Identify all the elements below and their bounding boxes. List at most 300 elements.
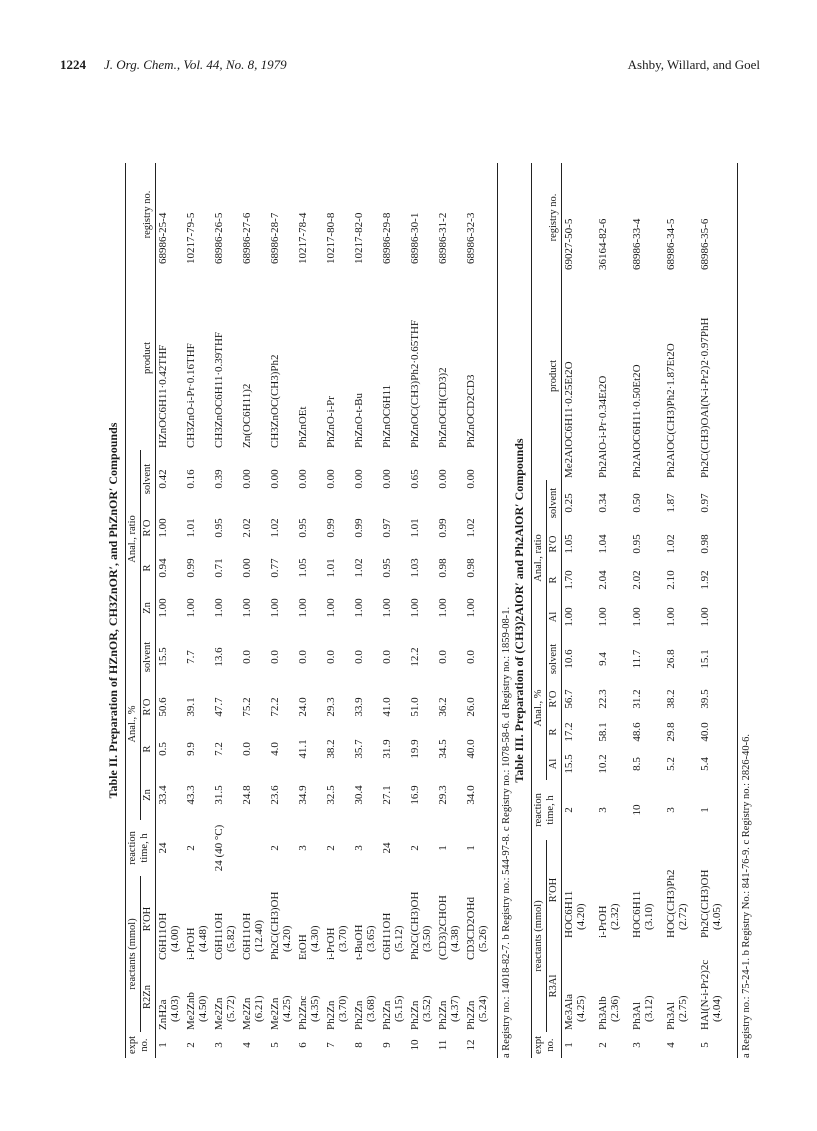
cell-r-ratio: [665, 562, 698, 598]
cell-r2zn-value: Me2Znb: [185, 992, 197, 1030]
cell-time-value: 1: [437, 845, 449, 851]
cell-r-ratio: [297, 548, 324, 588]
cell-product-value: PhZnOC6H11: [381, 384, 393, 448]
cell-ro-ratio: [699, 526, 732, 562]
cell-product-value: PhZnOCH(CD3)2: [437, 367, 449, 448]
cell-r-ratio-value: 2.04: [597, 570, 609, 590]
cell-roh: [631, 840, 664, 940]
cell-solvent: [631, 636, 664, 682]
cell-al-ratio: [563, 598, 596, 636]
cell-roh-mmol: (4.00): [169, 925, 181, 952]
cell-registry: [157, 163, 184, 266]
table-row: [698, 163, 732, 1058]
cell-r-ratio: [213, 548, 240, 588]
cell-r2zn: [353, 962, 380, 1032]
cell-ro-value: 72.2: [269, 697, 281, 717]
cell-product-value: CH3ZnOC(CH3)Ph2: [269, 354, 281, 448]
cell-expt-value: 5: [699, 1042, 711, 1048]
col-zn-ratio: Zn: [142, 602, 153, 614]
cell-ro: [597, 682, 630, 716]
cell-ro-ratio: [381, 508, 408, 548]
cell-al: [597, 748, 630, 780]
cell-ro-ratio: [157, 508, 184, 548]
cell-r2zn-value: Ph2Zn: [353, 1000, 365, 1030]
cell-product-value: PhZnOEt: [297, 406, 309, 448]
cell-r-value: 40.0: [699, 722, 711, 742]
cell-r-ratio-value: 0.77: [269, 558, 281, 578]
cell-expt-value: 4: [665, 1042, 677, 1048]
cell-r2zn: [297, 962, 324, 1032]
cell-expt: [631, 1032, 664, 1058]
cell-roh-mmol: (4.38): [449, 925, 461, 952]
cell-r-ratio: [269, 548, 296, 588]
cell-registry-value: 68986-26-5: [213, 212, 225, 264]
cell-al-value: 5.2: [665, 757, 677, 771]
cell-expt-value: 3: [213, 1042, 225, 1048]
cell-roh-mmol: (12.40): [253, 919, 265, 952]
col-expt: expt no.: [127, 1035, 150, 1055]
cell-ro-ratio: [213, 508, 240, 548]
col-zn: Zn: [142, 789, 153, 801]
cell-registry-value: 68986-27-6: [241, 212, 253, 264]
cell-solvent-value: 12.2: [409, 647, 421, 667]
cell-registry-value: 68986-25-4: [157, 212, 169, 264]
cell-product: [157, 266, 184, 450]
cell-r-value: 40.0: [465, 739, 477, 759]
cell-solvent-ratio-value: 0.00: [437, 469, 449, 489]
cell-time-value: 1: [465, 845, 477, 851]
cell-r2zn: [269, 962, 296, 1032]
cell-r3al-value: Ph3Al: [665, 1001, 677, 1030]
cell-time: [269, 820, 296, 876]
table-3-body: [562, 163, 732, 1058]
cell-roh-value: C6H11OH: [213, 912, 225, 960]
cell-product: [297, 266, 324, 450]
cell-product: [665, 272, 698, 480]
cell-registry: [631, 163, 664, 272]
cell-ro-ratio: [631, 526, 664, 562]
cell-registry-value: 10217-79-5: [185, 212, 197, 264]
cell-expt-value: 1: [563, 1042, 575, 1048]
cell-ro-ratio-value: 0.95: [631, 534, 643, 554]
cell-solvent-ratio-value: 0.97: [699, 493, 711, 513]
col-anal-pct: Anal., %: [532, 636, 547, 780]
cell-time-value: 24: [381, 842, 393, 854]
cell-product: [631, 272, 664, 480]
cell-zn-ratio: [185, 588, 212, 628]
cell-al-ratio: [597, 598, 630, 636]
cell-al: [563, 748, 596, 780]
table-row: [464, 163, 492, 1058]
cell-ro-ratio: [353, 508, 380, 548]
cell-roh-mmol: (4.20): [281, 925, 293, 952]
cell-registry-value: 68986-31-2: [437, 212, 449, 264]
cell-roh-mmol: (4.30): [309, 925, 321, 952]
cell-roh-mmol: (5.26): [477, 925, 489, 952]
cell-al: [631, 748, 664, 780]
cell-expt: [213, 1032, 240, 1058]
cell-ro-ratio-value: 0.99: [437, 518, 449, 538]
cell-expt-value: 12: [465, 1039, 477, 1051]
cell-ro: [563, 682, 596, 716]
cell-solvent-value: 0.0: [353, 650, 365, 664]
cell-product-value: Ph2C(CH3)OAl(N-i-Pr2)2·0.97PhH: [699, 317, 711, 478]
cell-expt: [437, 1032, 464, 1058]
cell-solvent: [325, 628, 352, 686]
cell-r2zn-mmol: (4.50): [197, 995, 209, 1022]
cell-r: [157, 728, 184, 770]
cell-solvent: [381, 628, 408, 686]
cell-time-value: 10: [631, 804, 643, 816]
cell-product: [465, 266, 492, 450]
cell-ro: [241, 686, 268, 728]
cell-al-ratio-value: 1.00: [563, 607, 575, 627]
cell-product: [213, 266, 240, 450]
cell-ro-ratio-value: 0.98: [699, 534, 711, 554]
cell-roh-mmol: (3.65): [365, 925, 377, 952]
cell-solvent-value: 11.7: [631, 649, 643, 669]
cell-time-value: 3: [353, 845, 365, 851]
col-ro-ratio: R′O: [548, 535, 559, 553]
cell-solvent-ratio: [185, 450, 212, 508]
cell-time-value: 2: [563, 807, 575, 813]
cell-roh-value: C6H11OH: [157, 912, 169, 960]
cell-solvent-ratio-value: 0.42: [157, 469, 169, 489]
cell-r2zn: [185, 962, 212, 1032]
cell-ro-value: 36.2: [437, 697, 449, 717]
table-2-footnote: a Registry no.: 14018-82-7. b Registry no.: 544-97-8. c Registry no.: 1078-58-6. d Registry no.: 1859-08-1.: [497, 163, 512, 1058]
cell-roh-mmol: (4.20): [575, 903, 587, 930]
cell-time-value: 2: [185, 845, 197, 851]
cell-r: [185, 728, 212, 770]
cell-r-ratio-value: 2.10: [665, 570, 677, 590]
cell-r2zn-value: Ph2Zn: [325, 1000, 337, 1030]
cell-roh-mmol: (5.82): [225, 925, 237, 952]
cell-r-ratio-value: 1.70: [563, 570, 575, 590]
table-row: [156, 163, 184, 1058]
cell-roh: [185, 876, 212, 962]
cell-time-value: 24: [157, 842, 169, 854]
cell-ro-value: 38.2: [665, 689, 677, 709]
cell-expt: [563, 1032, 596, 1058]
table-3-header: [532, 163, 562, 1058]
cell-r-value: 0.0: [241, 742, 253, 756]
cell-r2zn-value: Ph2Zn: [409, 1000, 421, 1030]
cell-zn-value: 29.3: [437, 785, 449, 805]
cell-solvent-ratio-value: 0.00: [269, 469, 281, 489]
col-reactants: reactants (mmol): [532, 840, 547, 1032]
cell-ro: [409, 686, 436, 728]
cell-expt: [157, 1032, 184, 1058]
cell-ro: [185, 686, 212, 728]
cell-solvent: [157, 628, 184, 686]
cell-time: [353, 820, 380, 876]
cell-r3al-mmol: (4.25): [575, 995, 587, 1022]
cell-time-value: 2: [325, 845, 337, 851]
cell-zn: [437, 770, 464, 820]
cell-r-value: 17.2: [563, 722, 575, 742]
cell-r-ratio: [631, 562, 664, 598]
cell-registry: [213, 163, 240, 266]
cell-ro: [297, 686, 324, 728]
cell-r2zn-mmol: (3.68): [365, 995, 377, 1022]
cell-r3al: [631, 940, 664, 1032]
cell-roh: [665, 840, 698, 940]
cell-roh-mmol: (2.72): [677, 903, 689, 930]
cell-ro-ratio: [437, 508, 464, 548]
table-row: [408, 163, 436, 1058]
cell-r2zn-mmol: (3.70): [337, 995, 349, 1022]
table-3-footnote: a Registry no.: 75-24-1. b Registry No.: 841-76-9. c Registry no.: 2826-40-6.: [737, 163, 752, 1058]
cell-zn: [157, 770, 184, 820]
cell-ro-ratio-value: 1.02: [665, 534, 677, 554]
col-anal-pct: Anal., %: [126, 628, 141, 820]
cell-ro-ratio-value: 1.02: [465, 518, 477, 538]
cell-registry-value: 68986-34-5: [665, 218, 677, 270]
cell-roh-value: t-BuOH: [353, 924, 365, 960]
cell-r-value: 4.0: [269, 742, 281, 756]
cell-expt-value: 7: [325, 1042, 337, 1048]
cell-ro: [465, 686, 492, 728]
cell-r-ratio: [353, 548, 380, 588]
cell-zn-ratio-value: 1.00: [409, 598, 421, 618]
cell-ro-ratio-value: 0.95: [213, 518, 225, 538]
cell-r3al: [597, 940, 630, 1032]
cell-time: [665, 780, 698, 840]
cell-r-value: 41.1: [297, 739, 309, 759]
cell-al-ratio-value: 1.00: [631, 607, 643, 627]
cell-registry-value: 68986-32-3: [465, 212, 477, 264]
cell-ro-ratio: [325, 508, 352, 548]
cell-zn-value: 27.1: [381, 785, 393, 805]
cell-expt-value: 9: [381, 1042, 393, 1048]
cell-solvent-ratio-value: 0.00: [353, 469, 365, 489]
cell-solvent-ratio: [297, 450, 324, 508]
cell-registry: [269, 163, 296, 266]
cell-product-value: PhZnO-i-Pr: [325, 396, 337, 448]
col-r-ratio: R: [142, 564, 153, 572]
cell-roh-mmol: (3.70): [337, 925, 349, 952]
cell-r-value: 9.9: [185, 742, 197, 756]
cell-r2zn-mmol: (4.37): [449, 995, 461, 1022]
cell-solvent-value: 0.0: [297, 650, 309, 664]
cell-ro-value: 29.3: [325, 697, 337, 717]
cell-solvent-value: 13.6: [213, 647, 225, 667]
cell-solvent: [465, 628, 492, 686]
cell-registry: [665, 163, 698, 272]
cell-zn-ratio: [409, 588, 436, 628]
col-solvent: solvent: [142, 641, 153, 673]
cell-expt: [353, 1032, 380, 1058]
col-r: R: [142, 745, 153, 753]
cell-product: [563, 272, 596, 480]
cell-r-ratio-value: 2.02: [631, 570, 643, 590]
cell-zn-value: 34.0: [465, 785, 477, 805]
cell-solvent-ratio: [597, 480, 630, 526]
cell-r2zn-mmol: (4.03): [169, 995, 181, 1022]
cell-roh: [563, 840, 596, 940]
cell-roh-value: Ph2C(CH3)OH: [409, 891, 421, 960]
cell-r2zn-value: Me2Zn: [213, 997, 225, 1030]
cell-registry: [597, 163, 630, 272]
cell-product-value: HZnOC6H11·0.42THF: [157, 344, 169, 448]
cell-ro-value: 75.2: [241, 697, 253, 717]
table-2-body: [156, 163, 492, 1058]
cell-roh: [381, 876, 408, 962]
cell-solvent-ratio-value: 0.50: [631, 493, 643, 513]
cell-solvent-value: 0.0: [381, 650, 393, 664]
cell-roh: [213, 876, 240, 962]
cell-r2zn-mmol: (5.15): [393, 995, 405, 1022]
cell-r2zn: [409, 962, 436, 1032]
cell-r-ratio-value: 1.02: [353, 558, 365, 578]
cell-zn-ratio: [241, 588, 268, 628]
cell-ro-value: 33.9: [353, 697, 365, 717]
cell-zn-ratio-value: 1.00: [213, 598, 225, 618]
cell-r3al-value: HAl(N-i-Pr2)2c: [699, 959, 711, 1030]
col-ro: R′O: [142, 698, 153, 716]
table-2: [106, 163, 512, 1058]
cell-ro-ratio-value: 1.02: [269, 518, 281, 538]
cell-zn-ratio-value: 1.00: [185, 598, 197, 618]
cell-r-value: 19.9: [409, 739, 421, 759]
cell-roh: [409, 876, 436, 962]
cell-r2zn: [325, 962, 352, 1032]
cell-product: [185, 266, 212, 450]
cell-r-value: 31.9: [381, 739, 393, 759]
col-roh: R′OH: [548, 877, 559, 903]
cell-solvent: [269, 628, 296, 686]
cell-r-value: 48.6: [631, 722, 643, 742]
cell-expt-value: 3: [631, 1042, 643, 1048]
col-r-ratio: R: [548, 576, 559, 584]
cell-r: [409, 728, 436, 770]
cell-r-ratio: [597, 562, 630, 598]
table-2-caption: Table II. Preparation of HZnOR, CH3ZnOR′, and PhZnOR′ Compounds: [106, 422, 120, 799]
cell-zn-ratio-value: 1.00: [297, 598, 309, 618]
col-product: product: [142, 341, 153, 375]
table-row: [562, 163, 596, 1058]
cell-r3al-mmol: (2.36): [609, 995, 621, 1022]
cell-registry: [297, 163, 324, 266]
cell-time-value: 3: [597, 807, 609, 813]
cell-solvent-ratio-value: 0.25: [563, 493, 575, 513]
cell-r: [213, 728, 240, 770]
cell-al-ratio-value: 1.00: [665, 607, 677, 627]
cell-solvent-ratio-value: 0.00: [381, 469, 393, 489]
col-al-ratio: Al: [548, 611, 559, 623]
cell-time: [381, 820, 408, 876]
cell-roh-value: i-PrOH: [597, 905, 609, 938]
cell-registry: [353, 163, 380, 266]
cell-time-value: 2: [269, 845, 281, 851]
cell-zn-value: 23.6: [269, 785, 281, 805]
cell-solvent: [185, 628, 212, 686]
cell-ro-ratio: [409, 508, 436, 548]
cell-expt: [325, 1032, 352, 1058]
cell-solvent-ratio: [157, 450, 184, 508]
cell-product: [381, 266, 408, 450]
cell-ro: [631, 682, 664, 716]
cell-zn-ratio: [297, 588, 324, 628]
cell-r-ratio-value: 0.94: [157, 558, 169, 578]
cell-registry-value: 68986-33-4: [631, 218, 643, 270]
cell-time: [631, 780, 664, 840]
cell-solvent-value: 15.5: [157, 647, 169, 667]
cell-r: [563, 716, 596, 748]
cell-r-ratio: [185, 548, 212, 588]
cell-solvent-ratio: [213, 450, 240, 508]
cell-zn-ratio: [213, 588, 240, 628]
cell-expt: [597, 1032, 630, 1058]
cell-r: [297, 728, 324, 770]
cell-product-value: PhZnOCD2CD3: [465, 374, 477, 448]
cell-product-value: PhZnO-t-Bu: [353, 393, 365, 448]
cell-r2zn-mmol: (5.24): [477, 995, 489, 1022]
cell-r2zn-mmol: (3.52): [421, 995, 433, 1022]
col-registry: registry no.: [142, 190, 153, 239]
cell-product: [325, 266, 352, 450]
cell-roh: [353, 876, 380, 962]
cell-r2zn-value: Me2Zn: [269, 997, 281, 1030]
cell-solvent: [597, 636, 630, 682]
cell-zn: [213, 770, 240, 820]
cell-zn-value: 16.9: [409, 785, 421, 805]
cell-registry-value: 36164-82-6: [597, 218, 609, 270]
cell-roh-value: EtOH: [297, 934, 309, 960]
cell-solvent-value: 0.0: [241, 650, 253, 664]
cell-r3al-value: Me3Ala: [563, 993, 575, 1030]
col-ro: R′O: [548, 690, 559, 708]
cell-solvent-ratio-value: 0.00: [325, 469, 337, 489]
cell-product-value: Ph2AlOC(CH3)Ph2·1.87Et2O: [665, 343, 677, 478]
cell-zn-value: 34.9: [297, 785, 309, 805]
cell-roh-value: Ph2C(CH3)OH: [269, 891, 281, 960]
cell-r3al: [563, 940, 596, 1032]
cell-registry-value: 68986-35-6: [699, 218, 711, 270]
cell-roh-value: C6H11OH: [381, 912, 393, 960]
cell-r: [699, 716, 732, 748]
cell-r-ratio-value: 0.98: [437, 558, 449, 578]
col-ro-ratio: R′O: [142, 519, 153, 537]
cell-zn-value: 43.3: [185, 785, 197, 805]
cell-al: [665, 748, 698, 780]
cell-ro-value: 50.6: [157, 697, 169, 717]
cell-ro-value: 24.0: [297, 697, 309, 717]
cell-r2zn-value: Ph2Zn: [437, 1000, 449, 1030]
cell-al: [699, 748, 732, 780]
cell-registry: [563, 163, 596, 272]
cell-time: [241, 820, 268, 876]
cell-product-value: CH3ZnOC6H11·0.39THF: [213, 331, 225, 448]
cell-r-ratio-value: 1.01: [325, 558, 337, 578]
cell-time-value: 2: [409, 845, 421, 851]
cell-solvent: [353, 628, 380, 686]
cell-zn: [409, 770, 436, 820]
cell-zn: [241, 770, 268, 820]
cell-ro: [437, 686, 464, 728]
cell-time: [409, 820, 436, 876]
cell-r-ratio-value: 1.03: [409, 558, 421, 578]
cell-expt: [297, 1032, 324, 1058]
cell-solvent-ratio-value: 0.00: [241, 469, 253, 489]
cell-roh-mmol: (5.12): [393, 925, 405, 952]
cell-product: [699, 272, 732, 480]
cell-r-ratio: [409, 548, 436, 588]
cell-ro: [157, 686, 184, 728]
cell-product: [597, 272, 630, 480]
cell-solvent-ratio: [563, 480, 596, 526]
